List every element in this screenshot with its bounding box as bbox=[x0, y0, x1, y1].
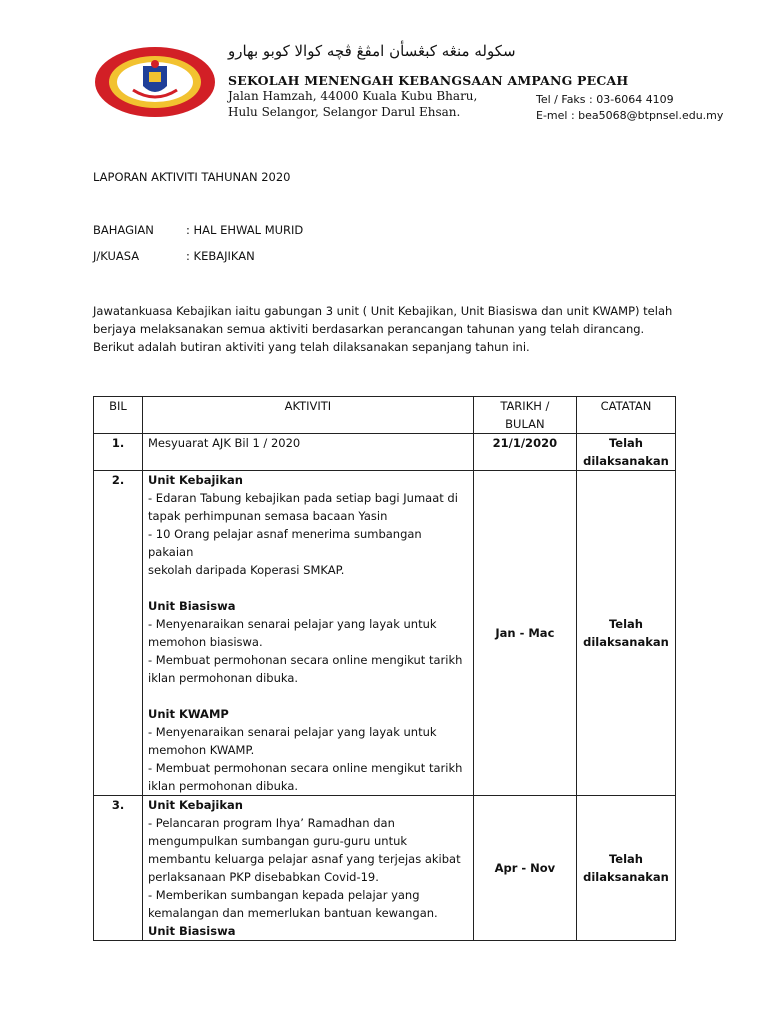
row-catatan: Telah dilaksanakan bbox=[576, 796, 675, 941]
activity-line: sekolah daripada Koperasi SMKAP. bbox=[148, 563, 345, 577]
school-logo bbox=[93, 44, 225, 120]
report-title: LAPORAN AKTIVITI TAHUNAN 2020 bbox=[93, 170, 291, 184]
activity-line: tapak perhimpunan semasa bacaan Yasin bbox=[148, 509, 388, 523]
bahagian-value: : HAL EHWAL MURID bbox=[186, 223, 304, 237]
intro-line: berjaya melaksanakan semua aktiviti berdasarkan perancangan tahunan yang telah dirancang. bbox=[93, 322, 645, 336]
header-aktiviti: AKTIVITI bbox=[143, 397, 474, 434]
address-line-2: Hulu Selangor, Selangor Darul Ehsan. bbox=[228, 105, 461, 119]
table-header-row bbox=[94, 397, 676, 434]
table-row bbox=[94, 434, 676, 471]
bahagian-label: BAHAGIAN bbox=[93, 223, 154, 237]
school-name: SEKOLAH MENENGAH KEBANGSAAN AMPANG PECAH bbox=[228, 73, 629, 88]
table-row bbox=[94, 796, 676, 941]
activity-line: membantu keluarga pelajar asnaf yang terjejas akibat bbox=[148, 852, 461, 866]
activity-table bbox=[93, 396, 676, 941]
unit-heading: Unit Kebajikan bbox=[148, 798, 243, 812]
unit-heading: Unit KWAMP bbox=[148, 707, 229, 721]
activity-line: mengumpulkan sumbangan guru-guru untuk bbox=[148, 834, 408, 848]
activity-line: - Menyenaraikan senarai pelajar yang layak untuk bbox=[148, 617, 437, 631]
unit-heading: Unit Biasiswa bbox=[148, 599, 236, 613]
row-bil: 2. bbox=[94, 471, 143, 796]
header-tarikh: TARIKH / BULAN bbox=[473, 397, 576, 434]
activity-line: - Membuat permohonan secara online mengikut tarikh bbox=[148, 761, 463, 775]
school-name-jawi: سكوله منڠه كبڠسأن امڤڠ ڤچه كوالا كوبو بهارو bbox=[228, 42, 516, 60]
intro-line: Berikut adalah butiran aktiviti yang telah dilaksanakan sepanjang tahun ini. bbox=[93, 340, 530, 354]
row-catatan: Telah dilaksanakan bbox=[576, 471, 675, 796]
unit-heading: Unit Biasiswa bbox=[148, 924, 236, 938]
activity-line: memohon biasiswa. bbox=[148, 635, 263, 649]
row-bil: 3. bbox=[94, 796, 143, 941]
activity-line: - Pelancaran program Ihya’ Ramadhan dan bbox=[148, 816, 395, 830]
row-aktiviti bbox=[143, 796, 474, 941]
activity-line: kemalangan dan memerlukan bantuan kewangan. bbox=[148, 906, 438, 920]
activity-line: - Menyenaraikan senarai pelajar yang layak untuk bbox=[148, 725, 437, 739]
activity-line: - Memberikan sumbangan kepada pelajar yang bbox=[148, 888, 420, 902]
intro-paragraph bbox=[93, 302, 693, 356]
row-tarikh: Jan - Mac bbox=[473, 471, 576, 796]
activity-line: memohon KWAMP. bbox=[148, 743, 255, 757]
email: E-mel : bea5068@btpnsel.edu.my bbox=[536, 109, 724, 122]
activity-line: iklan permohonan dibuka. bbox=[148, 779, 299, 793]
header-bil: BIL bbox=[94, 397, 143, 434]
telephone: Tel / Faks : 03-6064 4109 bbox=[536, 93, 674, 106]
row-tarikh: 21/1/2020 bbox=[473, 434, 576, 471]
row-aktiviti bbox=[143, 471, 474, 796]
activity-line: - Membuat permohonan secara online mengikut tarikh bbox=[148, 653, 463, 667]
intro-line: Jawatankuasa Kebajikan iaitu gabungan 3 unit ( Unit Kebajikan, Unit Biasiswa dan unit KWAMP) telah bbox=[93, 304, 673, 318]
activity-line: iklan permohonan dibuka. bbox=[148, 671, 299, 685]
activity-line: - Edaran Tabung kebajikan pada setiap bagi Jumaat di bbox=[148, 491, 458, 505]
jkuasa-label: J/KUASA bbox=[93, 249, 140, 263]
row-bil: 1. bbox=[94, 434, 143, 471]
row-catatan: Telah dilaksanakan bbox=[576, 434, 675, 471]
table-row bbox=[94, 471, 676, 796]
header-catatan: CATATAN bbox=[576, 397, 675, 434]
activity-line: - 10 Orang pelajar asnaf menerima sumbangan pakaian bbox=[148, 527, 422, 559]
jkuasa-value: : KEBAJIKAN bbox=[186, 249, 255, 263]
address-line-1: Jalan Hamzah, 44000 Kuala Kubu Bharu, bbox=[228, 89, 478, 103]
activity-line: perlaksanaan PKP disebabkan Covid-19. bbox=[148, 870, 379, 884]
row-tarikh: Apr - Nov bbox=[473, 796, 576, 941]
row-aktiviti: Mesyuarat AJK Bil 1 / 2020 bbox=[143, 434, 474, 471]
unit-heading: Unit Kebajikan bbox=[148, 473, 243, 487]
